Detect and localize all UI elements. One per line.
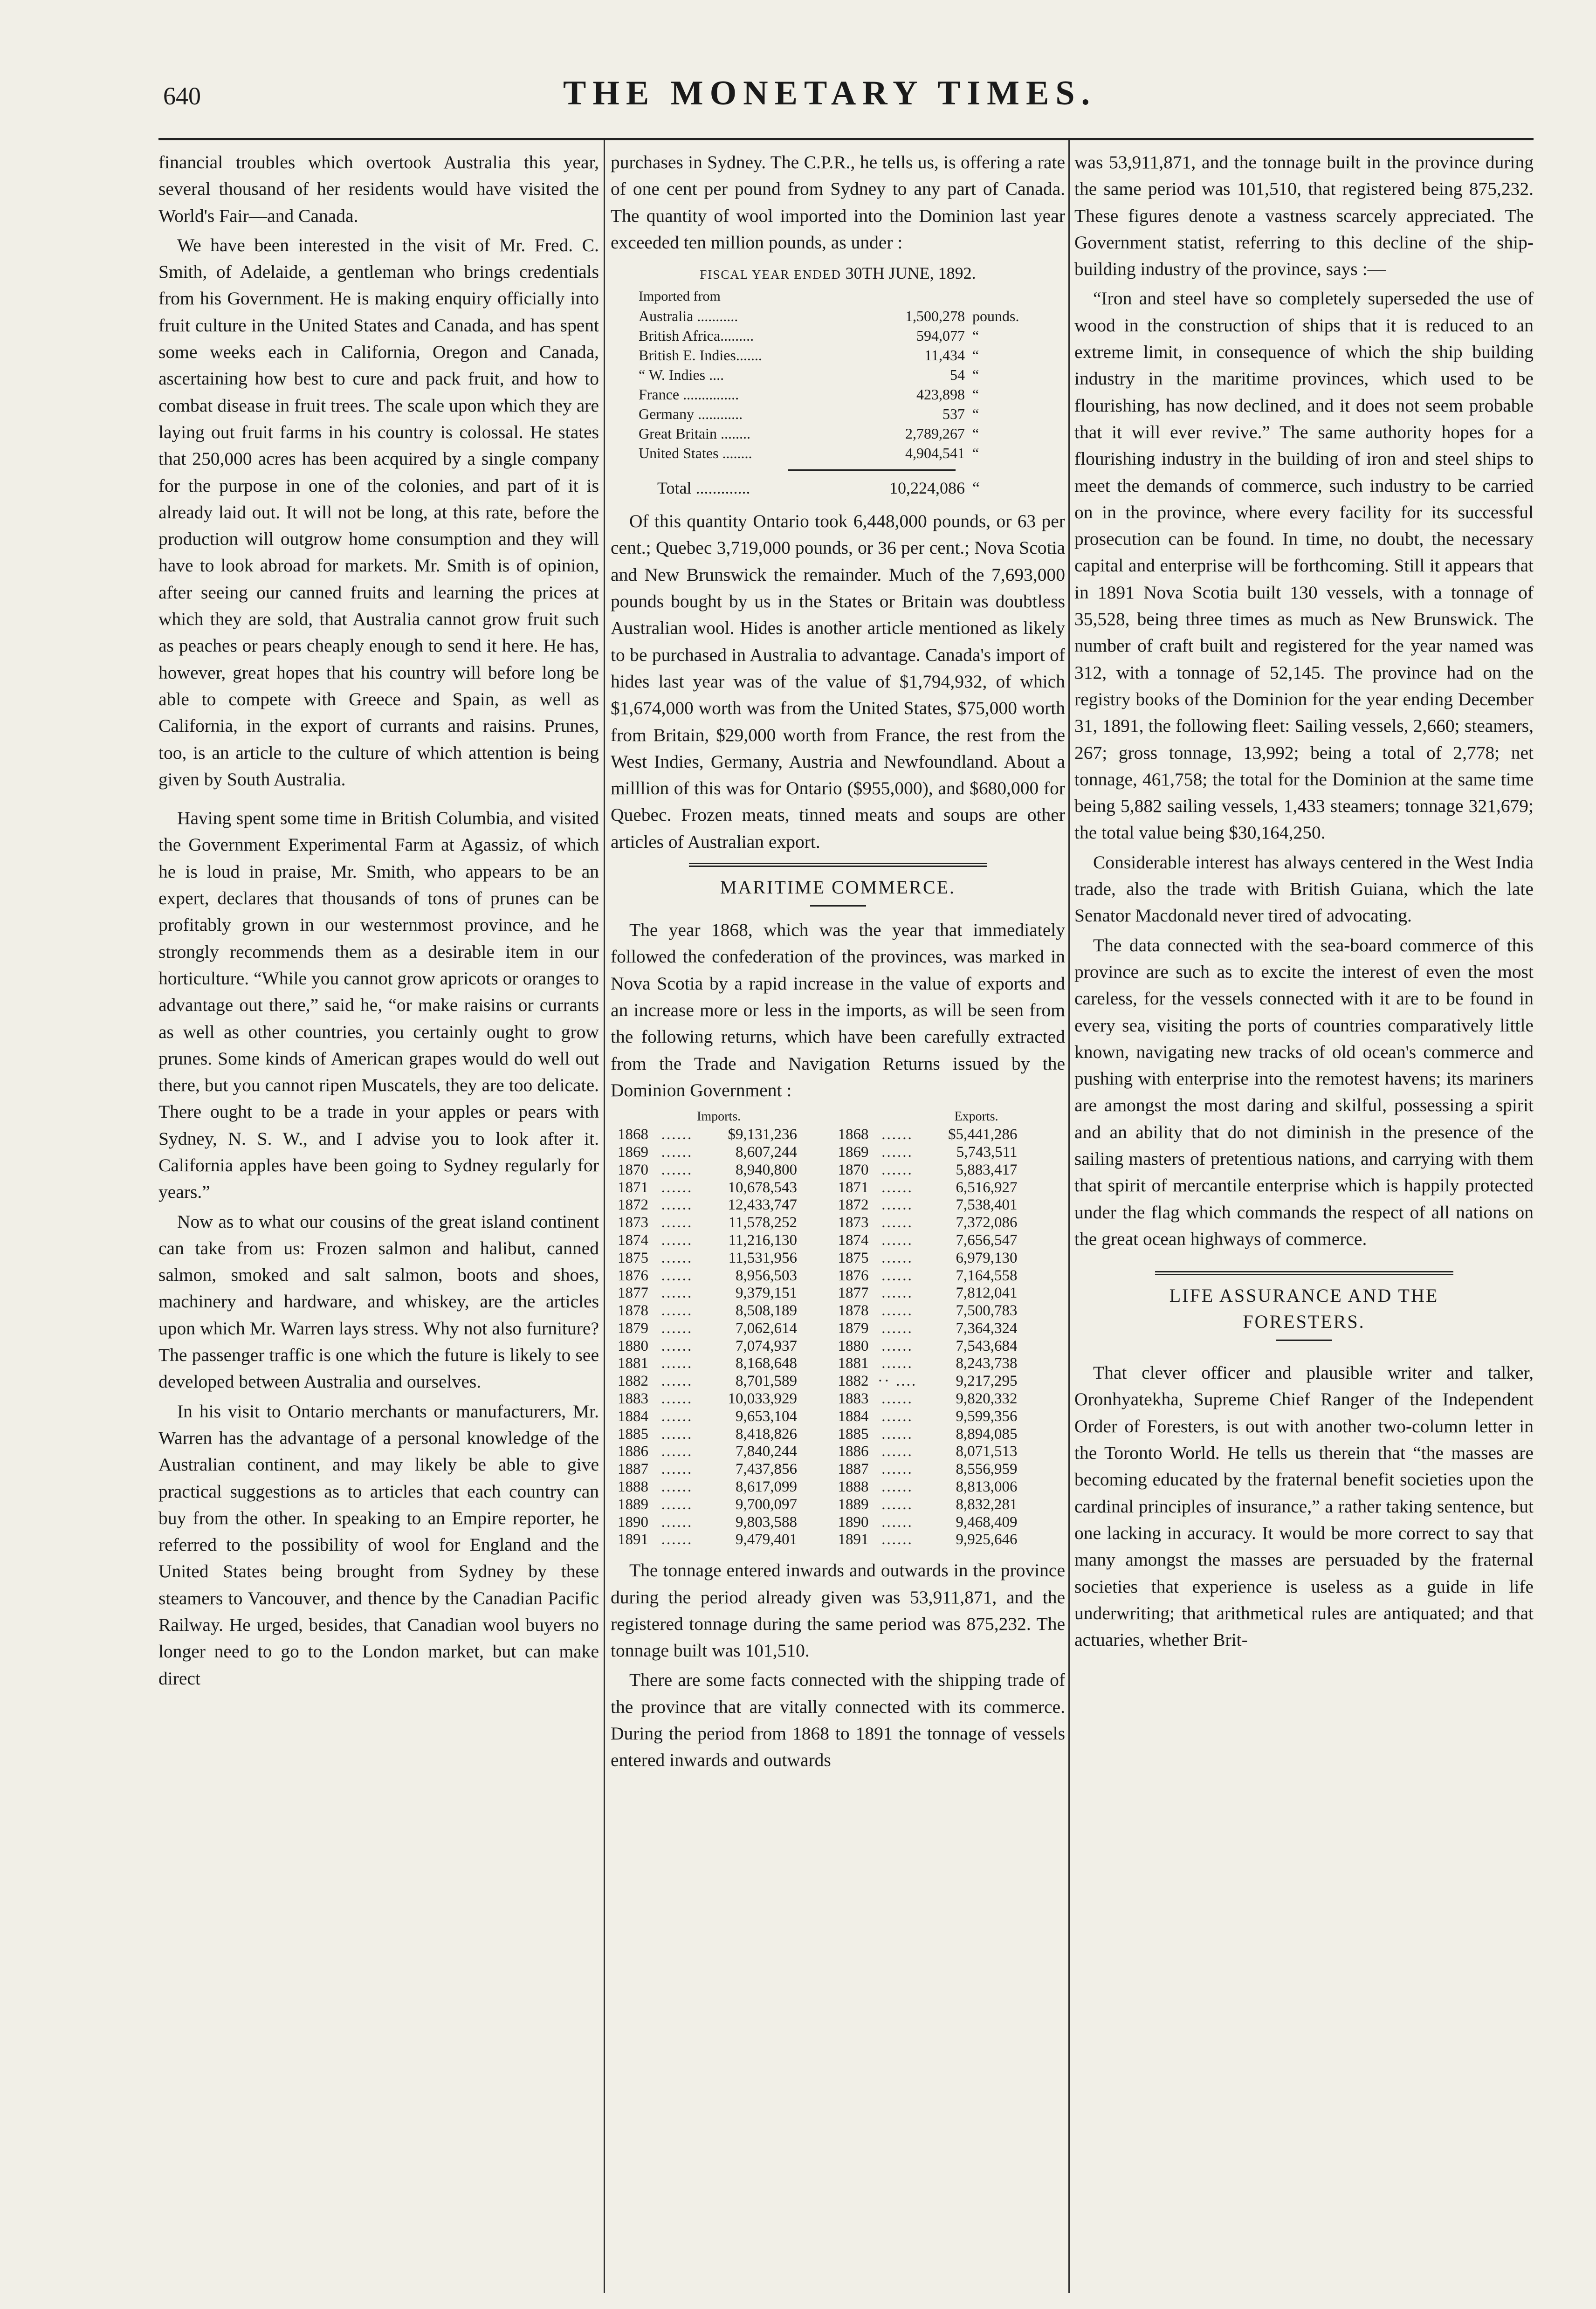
imports-year-cell: 1869: [618, 1143, 648, 1161]
imports-row: [618, 1478, 838, 1496]
exports-amount-cell: 8,556,959: [956, 1461, 1018, 1478]
wool-unit-cell: pounds.: [972, 308, 1019, 325]
imports-leader-cell: ......: [661, 1319, 693, 1337]
imports-row: [618, 1267, 838, 1285]
exports-row: [838, 1144, 1066, 1161]
exports-leader-cell: ......: [881, 1390, 913, 1408]
wool-table-caption: FISCAL YEAR ENDED 30TH JUNE, 1892.: [700, 264, 976, 283]
imports-leader-cell: ......: [661, 1531, 693, 1548]
exports-row: [838, 1355, 1066, 1373]
wool-unit-cell: “: [972, 425, 979, 442]
imports-amount-cell: 8,956,503: [736, 1267, 797, 1284]
exports-amount-cell: 8,243,738: [956, 1355, 1018, 1372]
exports-amount-cell: 5,743,511: [956, 1143, 1018, 1161]
exports-row: [838, 1250, 1066, 1267]
exports-leader-cell: ......: [881, 1161, 913, 1178]
exports-year-cell: 1874: [838, 1231, 869, 1249]
exports-year-cell: 1871: [838, 1179, 869, 1196]
exports-leader-cell: ......: [881, 1531, 913, 1548]
exports-amount-cell: 8,813,006: [956, 1478, 1018, 1496]
imports-row: [618, 1426, 838, 1443]
paragraph: Considerable interest has always centered in the West India trade, also the trade with British Guiana, which the late Senator Macdonald never tired of advocating.: [1074, 852, 1534, 926]
paragraph: purchases in Sydney. The C.P.R., he tells us, is offering a rate of one cent per pound from Sydney to any part of Canada. The quantity of wool imported into the Dominion last year exceeded ten million pounds, as under :: [611, 152, 1065, 253]
wool-value-cell: 594,077: [916, 327, 965, 344]
imports-leader-cell: ......: [661, 1513, 693, 1531]
exports-row: [838, 1426, 1066, 1443]
section-rule: [1155, 1271, 1453, 1275]
imports-leader-cell: ......: [661, 1302, 693, 1319]
imports-amount-cell: 10,678,543: [728, 1179, 797, 1196]
wool-unit-cell: “: [972, 386, 979, 403]
column-1: [158, 149, 599, 2293]
exports-amount-cell: 9,217,295: [956, 1373, 1018, 1390]
imports-amount-cell: 10,033,929: [728, 1390, 797, 1408]
imports-leader-cell: ......: [661, 1196, 693, 1214]
imports-header: Imports.: [697, 1109, 741, 1124]
exports-year-cell: 1877: [838, 1285, 869, 1302]
imports-leader-cell: ......: [661, 1478, 693, 1496]
wool-country-cell: Germany ............: [639, 405, 743, 423]
exports-amount-cell: 6,979,130: [956, 1249, 1018, 1266]
imports-row: [618, 1126, 838, 1144]
paragraph: Having spent some time in British Columbia, and visited the Government Experimental Farm at Agassiz, of which he is loud in praise, Mr. Smith, who appears to be an expert, declares that thousands of tons of prunes can be profitably grown in our westernmost province, and he strongly recommends them as a desirable item in our horticulture. “While you cannot grow apricots or oranges to advantage out there,” said he, “or make raisins or currants as well as other countries, you certainly ought to grow prunes. Some kinds of American grapes would do well out there, but you cannot ripen Muscatels, they are too delicate. There ought to be a trade in your apples or pears with Sydney, N. S. W., and I advise you to look after it. California apples have been going to Sydney regularly for years.”: [158, 808, 599, 1203]
exports-row: [838, 1443, 1066, 1461]
wool-table-row: [639, 306, 1039, 326]
exports-leader-cell: ......: [881, 1461, 913, 1478]
exports-leader-cell: ......: [881, 1249, 913, 1266]
exports-leader-cell: ......: [881, 1337, 913, 1354]
wool-table-row: [639, 326, 1039, 345]
exports-leader-cell: ......: [881, 1285, 913, 1302]
imports-year-cell: 1891: [618, 1531, 648, 1548]
exports-leader-cell: ......: [881, 1143, 913, 1161]
section-heading: LIFE ASSURANCE AND THE FORESTERS.: [1169, 1285, 1439, 1333]
imports-leader-cell: ......: [661, 1126, 693, 1143]
exports-row: [838, 1514, 1066, 1532]
exports-leader-cell: ......: [881, 1496, 913, 1513]
imports-row: [618, 1390, 838, 1408]
exports-amount-cell: 9,599,356: [956, 1408, 1018, 1425]
imports-year-cell: 1880: [618, 1337, 648, 1354]
wool-value-cell: 54: [950, 366, 965, 384]
paragraph: financial troubles which overtook Australia this year, several thousand of her residents would have visited the World's Fair—and Canada.: [158, 152, 599, 226]
imports-leader-cell: ......: [661, 1143, 693, 1161]
wool-country-cell: Great Britain ........: [639, 425, 750, 442]
imports-row: [618, 1250, 838, 1267]
imports-year-cell: 1875: [618, 1249, 648, 1266]
imports-year-cell: 1878: [618, 1302, 648, 1319]
imports-row: [618, 1443, 838, 1461]
imports-amount-cell: 9,379,151: [736, 1285, 797, 1302]
exports-year-cell: 1884: [838, 1408, 869, 1425]
imports-row: [618, 1531, 838, 1549]
imports-row: [618, 1373, 838, 1390]
wool-country-cell: France ...............: [639, 386, 739, 403]
paragraph: There are some facts connected with the shipping trade of the province that are vitally connected with its commerce. During the period from 1868 to 1891 the tonnage of vessels entered inwards and outwards: [611, 1670, 1065, 1771]
imports-amount-cell: 8,617,099: [736, 1478, 797, 1496]
exports-row: [838, 1478, 1066, 1496]
imports-amount-cell: 12,433,747: [728, 1196, 797, 1214]
section-rule: [689, 863, 987, 867]
imports-amount-cell: 7,840,244: [736, 1443, 797, 1460]
exports-year-cell: 1870: [838, 1161, 869, 1178]
imports-amount-cell: 8,418,826: [736, 1425, 797, 1443]
imports-amount-cell: $9,131,236: [728, 1126, 797, 1143]
imports-row: [618, 1179, 838, 1197]
imports-year-cell: 1885: [618, 1425, 648, 1443]
paragraph: The year 1868, which was the year that immediately followed the confederation of the provinces, was marked in Nova Scotia by a rapid increase in the value of exports and an increase more or less in the imports, as will be seen from the following returns, which have been carefully extracted from the Trade and Navigation Returns issued by the Dominion Government :: [611, 920, 1065, 1100]
exports-row: [838, 1461, 1066, 1478]
imports-row: [618, 1302, 838, 1320]
imports-year-cell: 1883: [618, 1390, 648, 1408]
page-number: 640: [163, 82, 201, 110]
imports-amount-cell: 11,216,130: [728, 1231, 797, 1249]
exports-year-cell: 1873: [838, 1214, 869, 1231]
exports-amount-cell: 9,468,409: [956, 1513, 1018, 1531]
paragraph: Of this quantity Ontario took 6,448,000 pounds, or 63 per cent.; Quebec 3,719,000 pounds, or 36 per cent.; Nova Scotia and New Brunswick the remainder. Much of the 7,693,000 pounds bought by us in the States or Britain was doubtless Australian wool. Hides is another article mentioned as likely to be purchased in Australia to advantage. Canada's import of hides last year was of the value of $1,794,932, of which $1,674,000 worth was from the United States, $75,000 worth from Britain, $29,000 worth from France, the rest from the West Indies, Germany, Austria and Newfoundland. About a milllion of this was for Ontario ($955,000), and $680,000 for Quebec. Frozen meats, tinned meats and soups are other articles of Australian export.: [611, 511, 1065, 852]
exports-row: [838, 1232, 1066, 1250]
imports-leader-cell: ......: [661, 1337, 693, 1354]
exports-leader-cell: ......: [881, 1196, 913, 1214]
imports-amount-cell: 9,653,104: [736, 1408, 797, 1425]
imports-amount-cell: 9,700,097: [736, 1496, 797, 1513]
imports-leader-cell: ......: [661, 1179, 693, 1196]
paragraph: In his visit to Ontario merchants or manufacturers, Mr. Warren has the advantage of a personal knowledge of the Australian continent, and may likely be able to give practical suggestions as to articles that each country can buy from the other. In speaking to an Empire reporter, he referred to the possibility of wool for England and the United States being brought from Sydney by these steamers to Vancouver, and thence by the Canadian Pacific Railway. He urged, besides, that Canadian wool buyers no longer need to go to the London market, but can make direct: [158, 1401, 599, 1689]
exports-leader-cell: ......: [881, 1302, 913, 1319]
wool-value-cell: 11,434: [924, 347, 965, 364]
exports-amount-cell: 8,071,513: [956, 1443, 1018, 1460]
column-2: [611, 149, 1065, 2293]
paragraph: “Iron and steel have so completely superseded the use of wood in the construction of ships that it is reduced to an extreme limit, in consequence of which the ship building industry in the maritime provinces, which used to be flourishing, has now declined, and it does not seem probable that it will ever revive.” The same authority hopes for a flourishing industry in the building of iron and steel ships to meet the demands of commerce, such industry to be carried on in the province, where every facility for its successful prosecution can be found. In time, no doubt, the necessary capital and enterprise will be forthcoming. Still it appears that in 1891 Nova Scotia built 130 vessels, with a tonnage of 35,528, being three times as much as New Brunswick. The number of craft built and registered for the year named was 312, with a tonnage of 52,145. The province had on the registry books of the Dominion for the year ending December 31, 1891, the following fleet: Sailing vessels, 2,660; steamers, 267; gross tonnage, 13,992; being a total of 2,778; net tonnage, 461,758; the total for the Dominion at the same time being 5,882 sailing vessels, 1,433 steamers; tonnage 321,679; the total value being $30,164,250.: [1074, 288, 1534, 843]
exports-year-cell: 1881: [838, 1355, 869, 1372]
imports-leader-cell: ......: [661, 1496, 693, 1513]
exports-leader-cell: ......: [881, 1408, 913, 1425]
exports-amount-cell: 9,925,646: [956, 1531, 1018, 1548]
exports-year-cell: 1888: [838, 1478, 869, 1496]
imports-row: [618, 1214, 838, 1232]
paragraph: We have been interested in the visit of Mr. Fred. C. Smith, of Adelaide, a gentleman who brings credentials from his Government. He is making enquiry officially into fruit culture in the United States and Canada, and has spent some weeks each in California, Oregon and Canada, ascertaining how best to cure and pack fruit, and how to combat disease in fruit trees. The scale upon which they are laying out fruit farms in his country is colossal. He states that 250,000 acres has been acquired by a single company for the purpose in one of the colonies, and part of it is already laid out. It will not be long, at this rate, before the production will outgrow home consumption and they will have to look abroad for markets. Mr. Smith is of opinion, after seeing our canned fruits and learning the prices at which they are sold, that Australia cannot grow fruit such as peaches or pears cheaply enough to send it here. He has, however, great hopes that his country will before long be able to compete with Greece and Spain, as well as California, in the export of currants and raisins. Prunes, too, is an article to the culture of which attention is being given by South Australia.: [158, 234, 599, 790]
imports-amount-cell: 11,578,252: [728, 1214, 797, 1231]
exports-row: [838, 1373, 1066, 1390]
imports-leader-cell: ......: [661, 1355, 693, 1372]
wool-table-row: [639, 365, 1039, 385]
wool-table-row: [639, 404, 1039, 424]
exports-leader-cell: ......: [881, 1478, 913, 1496]
wool-unit-cell: “: [972, 327, 979, 344]
imports-row: [618, 1461, 838, 1478]
imports-row: [618, 1285, 838, 1302]
exports-amount-cell: 7,656,547: [956, 1231, 1018, 1249]
exports-year-cell: 1882: [838, 1373, 869, 1390]
imports-row: [618, 1496, 838, 1514]
paragraph: That clever officer and plausible writer and talker, Oronhyatekha, Supreme Chief Ranger of the Independent Order of Foresters, is out with another two-column letter in the Toronto World. He tells us therein that “the masses are becoming educated by the fraternal benefit societies upon the cardinal principles of insurance,” a rather taking sentence, but one lacking in accuracy. It would be more correct to say that many amongst the masses are persuaded by the fraternal societies that experience is useless as a guide in life underwriting; that arithmetical rules are antiquated; and that actuaries, whether Brit-: [1074, 1362, 1534, 1650]
exports-leader-cell: ......: [881, 1179, 913, 1196]
exports-row: [838, 1214, 1066, 1232]
exports-row: [838, 1196, 1066, 1214]
imports-year-cell: 1877: [618, 1285, 648, 1302]
exports-amount-cell: 7,372,086: [956, 1214, 1018, 1231]
exports-leader-cell: ......: [881, 1355, 913, 1372]
exports-leader-cell: ......: [881, 1214, 913, 1231]
imports-amount-cell: 8,168,648: [736, 1355, 797, 1372]
exports-leader-cell: ......: [881, 1231, 913, 1249]
exports-leader-cell: ......: [881, 1513, 913, 1531]
imports-leader-cell: ......: [661, 1443, 693, 1460]
exports-year-cell: 1886: [838, 1443, 869, 1460]
imports-amount-cell: 8,940,800: [736, 1161, 797, 1178]
exports-year-cell: 1875: [838, 1249, 869, 1266]
imports-column: [611, 1107, 838, 1549]
wool-country-cell: British E. Indies.......: [639, 347, 762, 364]
exports-row: [838, 1302, 1066, 1320]
imports-amount-cell: 11,531,956: [728, 1249, 797, 1266]
exports-leader-cell: ......: [881, 1126, 913, 1143]
exports-amount-cell: 6,516,927: [956, 1179, 1018, 1196]
exports-year-cell: 1876: [838, 1267, 869, 1284]
exports-leader-cell: ......: [881, 1267, 913, 1284]
imports-row: [618, 1338, 838, 1355]
paragraph: Now as to what our cousins of the great island continent can take from us: Frozen salmon and halibut, canned salmon, smoked and salt salmon, boots and shoes, machinery and hardware, and whiskey, are the articles upon which Mr. Warren lays stress. Why not also furniture? The passenger traffic is one which the future is likely to see developed between Australia and ourselves.: [158, 1211, 599, 1392]
imports-year-cell: 1881: [618, 1355, 648, 1372]
imports-year-cell: 1886: [618, 1443, 648, 1460]
imports-year-cell: 1874: [618, 1231, 648, 1249]
wool-value-cell: 2,789,267: [905, 425, 965, 442]
imports-leader-cell: ......: [661, 1373, 693, 1390]
exports-column: [838, 1107, 1066, 1549]
exports-row: [838, 1496, 1066, 1514]
exports-header: Exports.: [954, 1109, 998, 1124]
wool-table-row: [639, 345, 1039, 365]
imports-amount-cell: 9,803,588: [736, 1513, 797, 1531]
paragraph: was 53,911,871, and the tonnage built in the province during the same period was 101,510, that registered being 875,232. These figures denote a vastness scarcely appreciated. The Government statist, referring to this decline of the ship-building industry of the province, says :—: [1074, 152, 1534, 280]
imports-leader-cell: ......: [661, 1408, 693, 1425]
imports-year-cell: 1887: [618, 1461, 648, 1478]
exports-row: [838, 1338, 1066, 1355]
column-3: [1074, 149, 1534, 2293]
imports-year-cell: 1871: [618, 1179, 648, 1196]
imports-amount-cell: 7,062,614: [736, 1319, 797, 1337]
wool-country-cell: United States ........: [639, 445, 752, 462]
masthead-title: THE MONETARY TIMES.: [563, 74, 1096, 112]
wool-value-cell: 1,500,278: [905, 308, 965, 325]
imports-leader-cell: ......: [661, 1285, 693, 1302]
imports-leader-cell: ......: [661, 1249, 693, 1266]
imports-leader-cell: ......: [661, 1390, 693, 1408]
wool-value-cell: 4,904,541: [905, 445, 965, 462]
imports-row: [618, 1320, 838, 1338]
short-rule: [810, 905, 866, 907]
exports-amount-cell: 5,883,417: [956, 1161, 1018, 1178]
imports-year-cell: 1888: [618, 1478, 648, 1496]
exports-amount-cell: $5,441,286: [948, 1126, 1018, 1143]
wool-unit-cell: “: [972, 445, 979, 462]
imports-amount-cell: 9,479,401: [736, 1531, 797, 1548]
exports-year-cell: 1878: [838, 1302, 869, 1319]
column-divider: [1068, 140, 1070, 2293]
imports-year-cell: 1889: [618, 1496, 648, 1513]
short-rule: [1276, 1340, 1332, 1341]
exports-amount-cell: 7,364,324: [956, 1319, 1018, 1337]
exports-year-cell: 1879: [838, 1319, 869, 1337]
wool-country-cell: “ W. Indies ....: [639, 366, 724, 384]
exports-amount-cell: 7,543,684: [956, 1337, 1018, 1354]
exports-row: [838, 1179, 1066, 1197]
imports-year-cell: 1870: [618, 1161, 648, 1178]
exports-amount-cell: 7,812,041: [956, 1285, 1018, 1302]
wool-table-row: [639, 443, 1039, 463]
wool-unit-cell: “: [972, 405, 979, 423]
wool-table-row: [639, 424, 1039, 443]
wool-unit-cell: “: [972, 347, 979, 364]
wool-table-total: Total ............. 10,224,086 “: [657, 479, 980, 498]
exports-amount-cell: 7,500,783: [956, 1302, 1018, 1319]
exports-amount-cell: 8,832,281: [956, 1496, 1018, 1513]
total-rule: [788, 469, 956, 471]
imports-year-cell: 1876: [618, 1267, 648, 1284]
imports-amount-cell: 8,607,244: [736, 1143, 797, 1161]
imports-row: [618, 1408, 838, 1426]
imports-row: [618, 1144, 838, 1161]
exports-row: [838, 1408, 1066, 1426]
wool-import-table: [611, 263, 1065, 498]
exports-leader-cell: ......: [881, 1319, 913, 1337]
imports-leader-cell: ......: [661, 1214, 693, 1231]
imports-leader-cell: ......: [661, 1425, 693, 1443]
exports-row: [838, 1126, 1066, 1144]
exports-amount-cell: 9,820,332: [956, 1390, 1018, 1408]
exports-row: [838, 1320, 1066, 1338]
exports-amount-cell: 8,894,085: [956, 1425, 1018, 1443]
imports-leader-cell: ......: [661, 1161, 693, 1178]
wool-unit-cell: “: [972, 366, 979, 384]
exports-year-cell: 1869: [838, 1143, 869, 1161]
exports-row: [838, 1531, 1066, 1549]
imports-year-cell: 1879: [618, 1319, 648, 1337]
imports-year-cell: 1890: [618, 1513, 648, 1531]
exports-amount-cell: 7,538,401: [956, 1196, 1018, 1214]
exports-year-cell: 1872: [838, 1196, 869, 1214]
exports-year-cell: 1889: [838, 1496, 869, 1513]
wool-country-cell: Australia ...........: [639, 308, 738, 325]
imports-year-cell: 1868: [618, 1126, 648, 1143]
exports-row: [838, 1285, 1066, 1302]
exports-row: [838, 1267, 1066, 1285]
wool-value-cell: 537: [942, 405, 965, 423]
exports-row: [838, 1390, 1066, 1408]
imports-exports-table: [611, 1107, 1065, 1549]
paragraph: The data connected with the sea-board commerce of this province are such as to excite the interest of even the most careless, for the vessels connected with it are to be found in every sea, visiting the ports of countries comparatively little known, navigating new tracks of old ocean's commerce and pushing with enterprise into the remotest havens; its mariners are amongst the most daring and skilful, possessing a spirit and an ability that do not diminish in the presence of the sailing masters of pretentious nations, and carrying with them that spirit of mercantile enterprise which is happily protected under the flag which commands the respect of all nations on the great ocean highways of commerce.: [1074, 935, 1534, 1249]
exports-year-cell: 1890: [838, 1513, 869, 1531]
exports-year-cell: 1887: [838, 1461, 869, 1478]
header-rule: [158, 138, 1534, 140]
exports-year-cell: 1885: [838, 1425, 869, 1443]
exports-leader-cell: ·· ....: [877, 1373, 917, 1390]
exports-leader-cell: ......: [881, 1443, 913, 1460]
imports-leader-cell: ......: [661, 1461, 693, 1478]
paragraph: The tonnage entered inwards and outwards in the province during the period already given was 53,911,871, and the registered tonnage during the same period was 875,232. The tonnage built was 101,510.: [611, 1560, 1065, 1661]
imports-row: [618, 1514, 838, 1532]
section-heading: MARITIME COMMERCE.: [720, 877, 956, 898]
wool-table-subheading: Imported from: [639, 289, 721, 304]
exports-amount-cell: 7,164,558: [956, 1267, 1018, 1284]
column-divider: [604, 140, 605, 2293]
imports-year-cell: 1882: [618, 1373, 648, 1390]
imports-leader-cell: ......: [661, 1231, 693, 1249]
imports-amount-cell: 8,508,189: [736, 1302, 797, 1319]
wool-country-cell: British Africa.........: [639, 327, 754, 344]
imports-row: [618, 1355, 838, 1373]
imports-amount-cell: 7,437,856: [736, 1461, 797, 1478]
exports-year-cell: 1883: [838, 1390, 869, 1408]
imports-year-cell: 1872: [618, 1196, 648, 1214]
imports-row: [618, 1196, 838, 1214]
imports-year-cell: 1873: [618, 1214, 648, 1231]
wool-value-cell: 423,898: [916, 386, 965, 403]
imports-row: [618, 1161, 838, 1179]
wool-table-row: [639, 385, 1039, 404]
exports-leader-cell: ......: [881, 1425, 913, 1443]
imports-leader-cell: ......: [661, 1267, 693, 1284]
exports-year-cell: 1868: [838, 1126, 869, 1143]
imports-year-cell: 1884: [618, 1408, 648, 1425]
imports-amount-cell: 8,701,589: [736, 1373, 797, 1390]
imports-amount-cell: 7,074,937: [736, 1337, 797, 1354]
exports-year-cell: 1891: [838, 1531, 869, 1548]
exports-row: [838, 1161, 1066, 1179]
exports-year-cell: 1880: [838, 1337, 869, 1354]
imports-row: [618, 1232, 838, 1250]
